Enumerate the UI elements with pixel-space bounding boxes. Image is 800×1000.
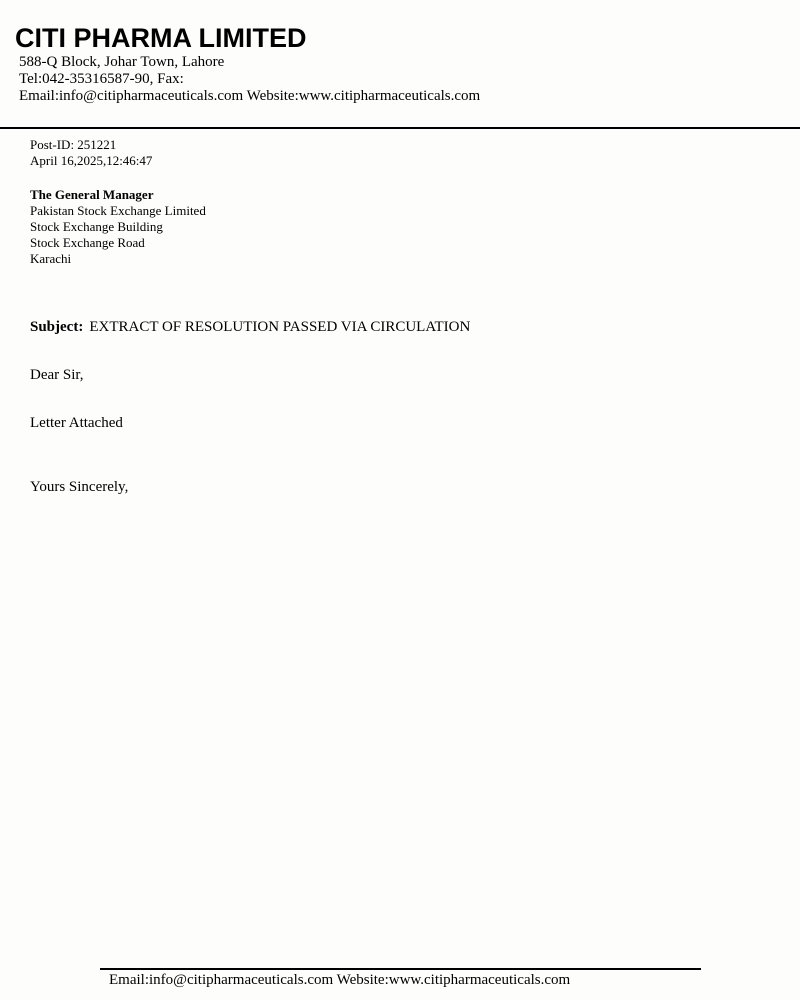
header-divider [0, 127, 800, 129]
recipient-road: Stock Exchange Road [30, 235, 145, 250]
footer-divider [100, 968, 701, 970]
company-name: CITI PHARMA LIMITED [15, 23, 307, 53]
post-id: Post-ID: 251221 [30, 137, 117, 152]
company-phone-fax: Tel:042-35316587-90, Fax: [19, 71, 184, 87]
salutation: Dear Sir, [30, 367, 84, 383]
recipient-building: Stock Exchange Building [30, 219, 163, 234]
footer-email-website: Email:info@citipharmaceuticals.com Website:www.citipharmaceuticals.com [109, 972, 571, 988]
company-address: 588-Q Block, Johar Town, Lahore [19, 54, 225, 70]
closing: Yours Sincerely, [30, 479, 129, 495]
subject-text: EXTRACT OF RESOLUTION PASSED VIA CIRCULATION [89, 319, 471, 335]
recipient-city: Karachi [30, 251, 72, 266]
letter-content: Letter Attached [30, 415, 123, 431]
letter-datetime: April 16,2025,12:46:47 [30, 153, 153, 168]
subject-label: Subject: [30, 319, 84, 335]
recipient-organization: Pakistan Stock Exchange Limited [30, 203, 206, 218]
recipient-title: The General Manager [30, 187, 154, 202]
subject-line [30, 318, 470, 336]
company-email-website: Email:info@citipharmaceuticals.com Website:www.citipharmaceuticals.com [19, 88, 481, 104]
